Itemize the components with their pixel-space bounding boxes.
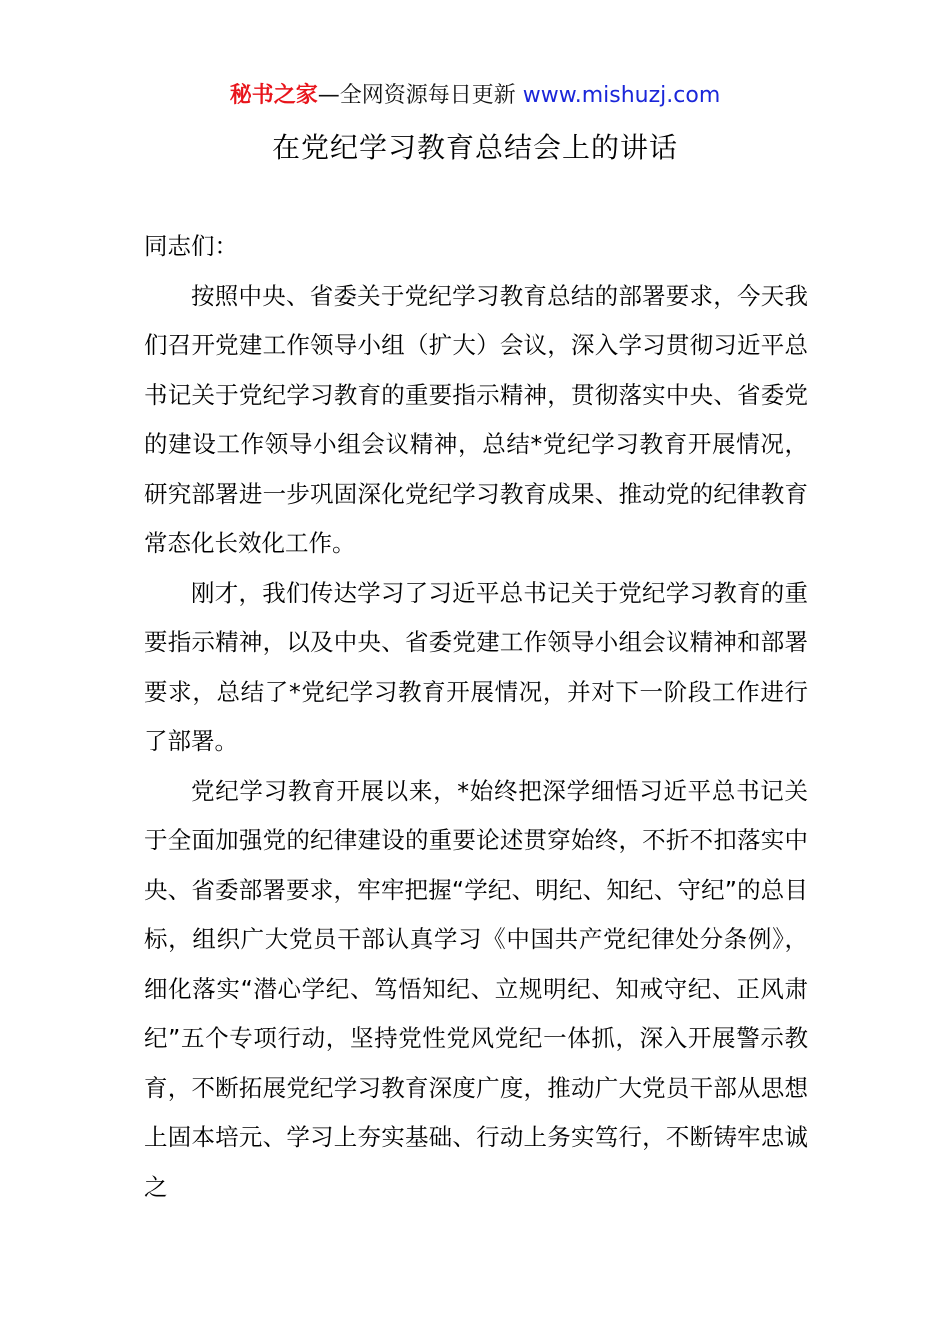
header-tagline: —全网资源每日更新 — [317, 83, 523, 108]
paragraph-1: 按照中央、省委关于党纪学习教育总结的部署要求，今天我们召开党建工作领导小组（扩大）会议，深入学习贯彻习近平总书记关于党纪学习教育的重要指示精神，贯彻落实中央、省委党的建设工作领导小组会议精神，总结*党纪学习教育开展情况，研究部署进一步巩固深化党纪学习教育成果、推动党的纪律教育常态化长效化工作。 — [144, 281, 808, 557]
brand-name: 秘书之家 — [229, 83, 318, 108]
document-title: 在党纪学习教育总结会上的讲话 — [271, 131, 678, 164]
paragraph-2: 刚才，我们传达学习了习近平总书记关于党纪学习教育的重要指示精神，以及中央、省委党建工作领导小组会议精神和部署要求，总结了*党纪学习教育开展情况，并对下一阶段工作进行了部署。 — [144, 578, 808, 755]
site-header — [0, 80, 950, 112]
document-body — [144, 222, 808, 1212]
site-url-link[interactable]: www.mishuzj.com — [522, 83, 721, 108]
paragraph-3: 党纪学习教育开展以来，*始终把深学细悟习近平总书记关于全面加强党的纪律建设的重要论述贯穿始终，不折不扣落实中央、省委部署要求，牢牢把握“学纪、明纪、知纪、守纪”的总目标，组织广大党员干部认真学习《中国共产党纪律处分条例》，细化落实“潜心学纪、笃悟知纪、立规明纪、知戒守纪、正风肃纪”五个专项行动，坚持党性党风党纪一体抓，深入开展警示教育，不断拓展党纪学习教育深度广度，推动广大党员干部从思想上固本培元、学习上夯实基础、行动上务实笃行，不断铸牢忠诚之 — [144, 776, 808, 1201]
salutation: 同志们： — [144, 232, 238, 260]
